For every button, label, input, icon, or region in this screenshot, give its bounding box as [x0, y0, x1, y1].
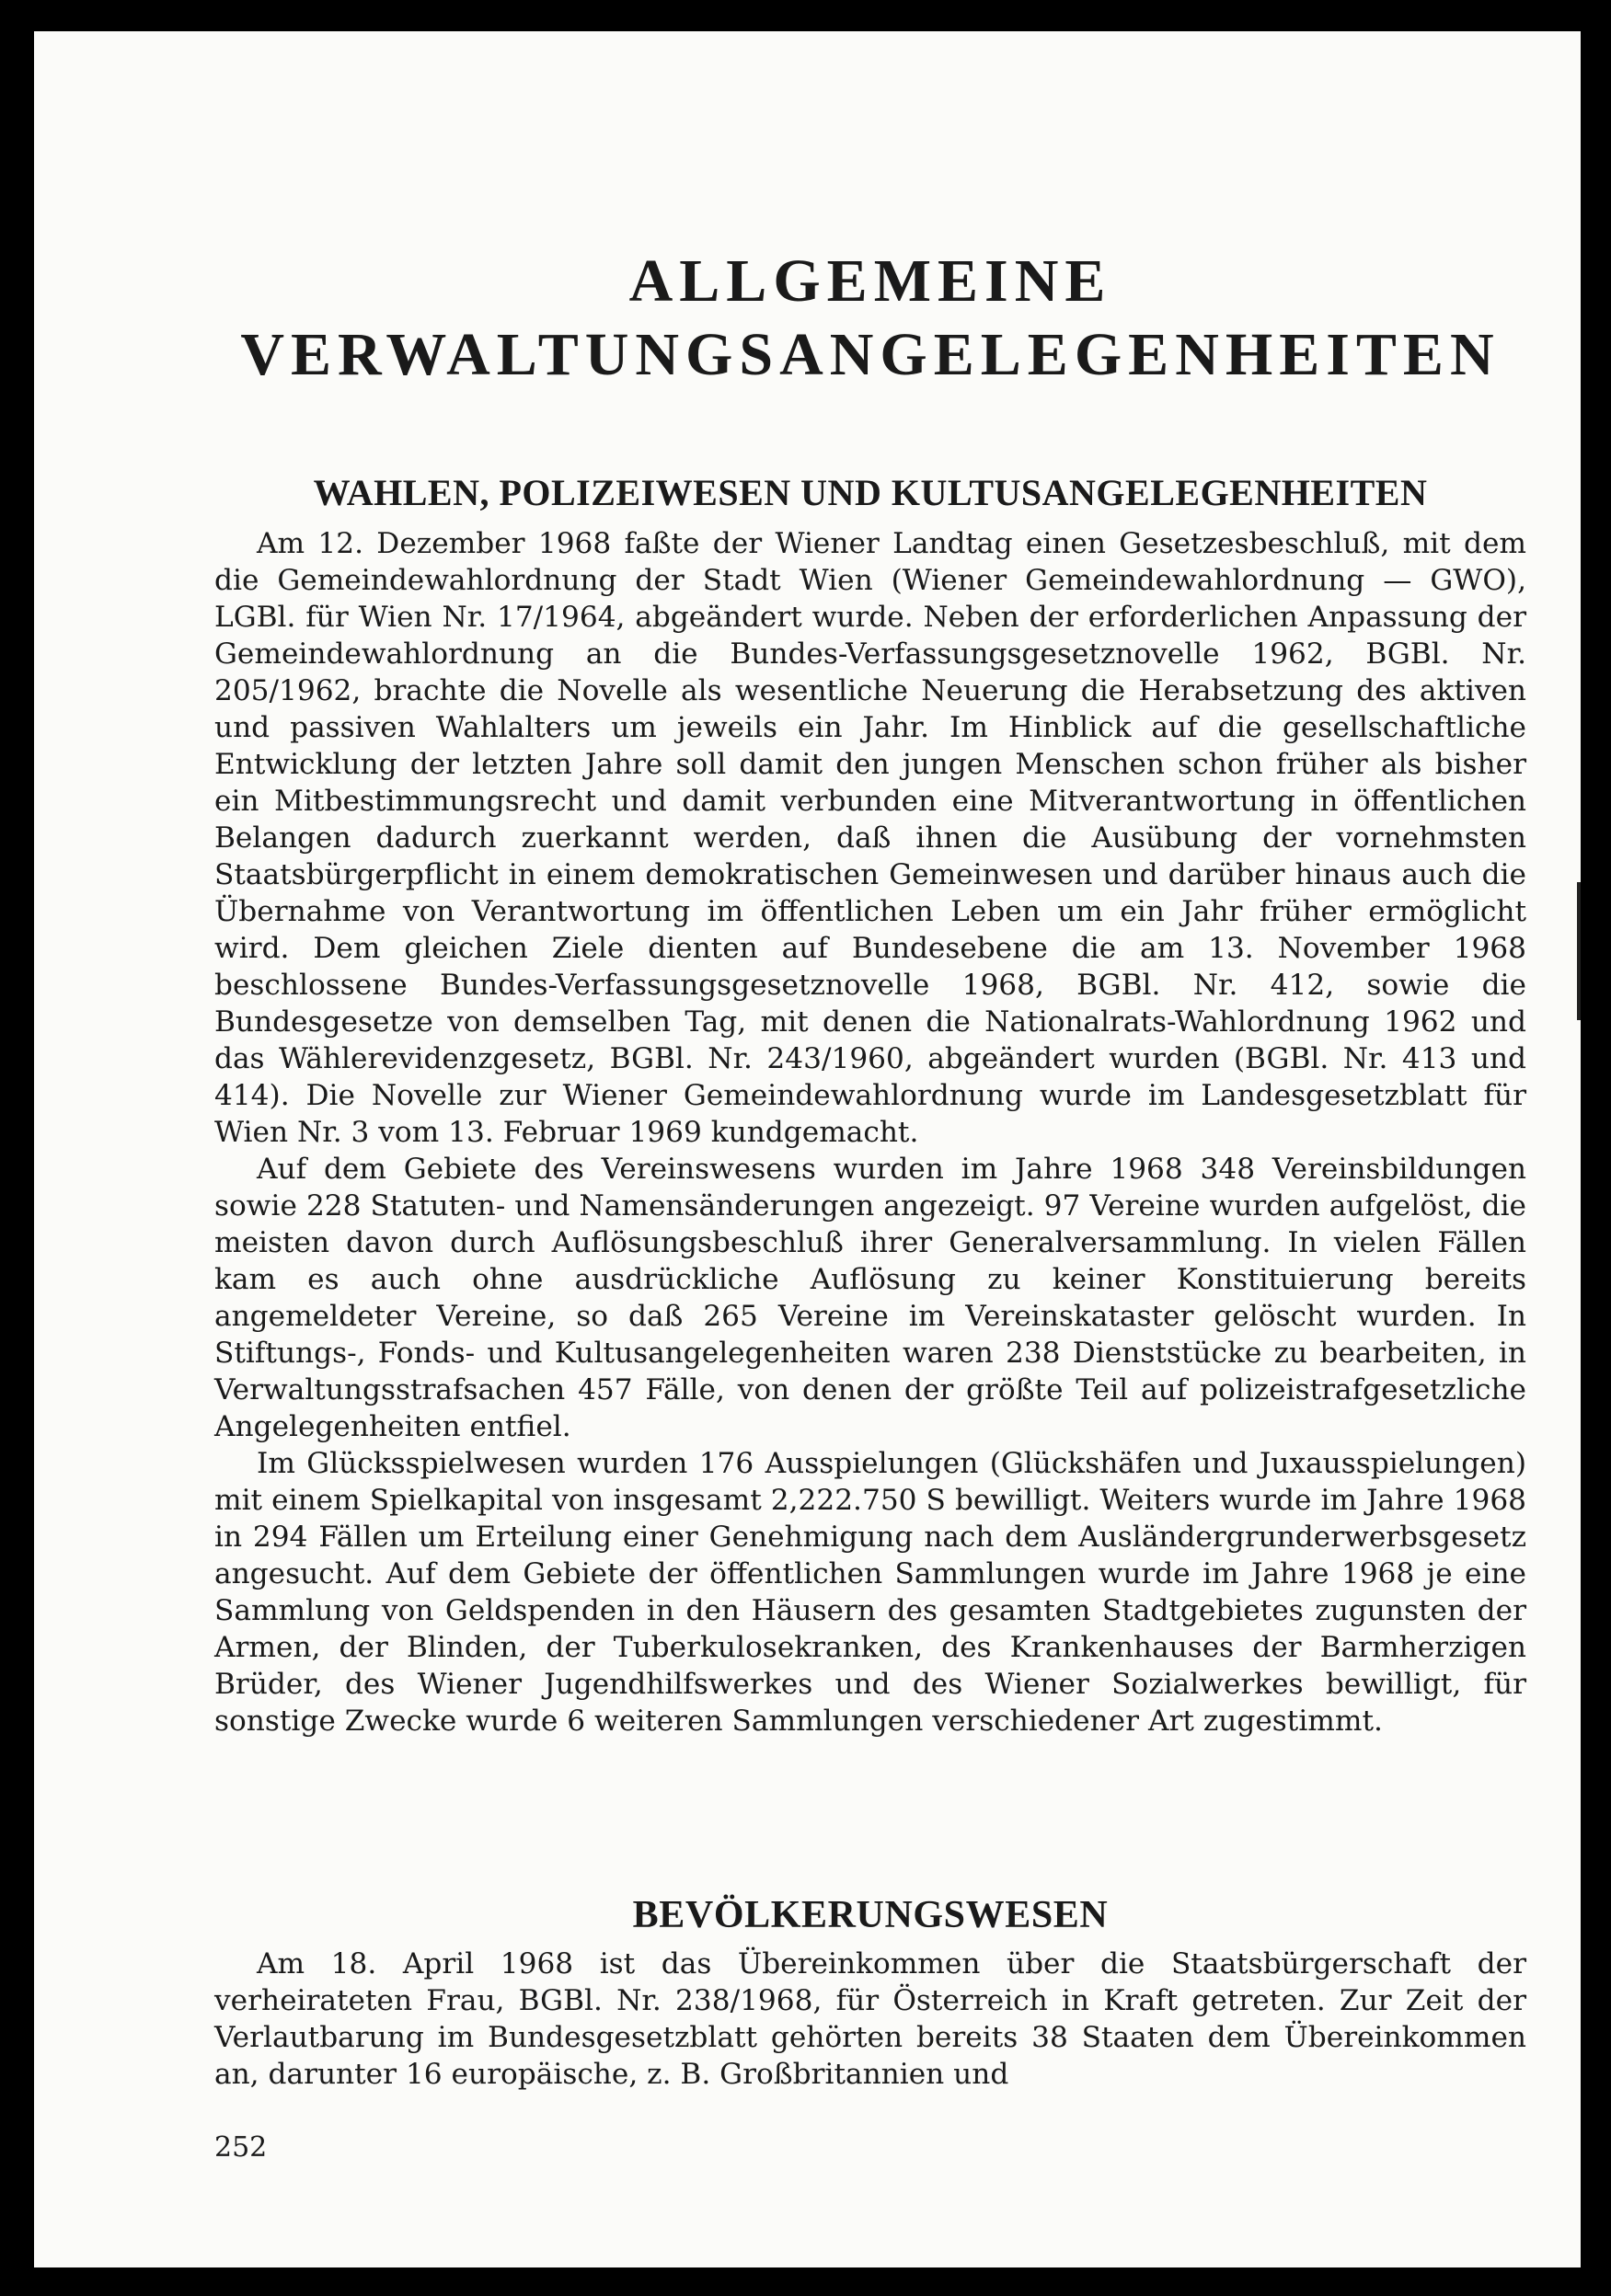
page-number: 252: [214, 2131, 268, 2164]
section-heading-wahlen: WAHLEN, POLIZEIWESEN UND KULTUSANGELEGENHEITEN: [313, 472, 1428, 513]
title-line-1: ALLGEMEINE: [628, 247, 1112, 315]
paragraph-gluecksspielwesen: Im Glücksspielwesen wurden 176 Ausspielungen (Glückshäfen und Juxausspielungen) mit einem Spielkapital von insgesamt 2,222.750 S bewilligt. Weiters wurde im Jahre 1968 in 294 Fällen um Erteilung einer Genehmigung nach dem Ausländergrunderwerbsgesetz angesucht. Auf dem Gebiete der öffentlichen Sammlungen wurde im Jahre 1968 je eine Sammlung von Geldspenden in den Häusern des gesamten Stadtgebietes zugunsten der Armen, der Blinden, der Tuberkulosekranken, des Krankenhauses der Barmherzigen Brüder, des Wiener Jugendhilfswerkes und des Wiener Sozialwerkes bewilligt, für sonstige Zwecke wurde 6 weiteren Sammlungen verschiedener Art zugestimmt.: [214, 1447, 1526, 1738]
paragraph-wahlordnung: Am 12. Dezember 1968 faßte der Wiener Landtag einen Gesetzesbeschluß, mit dem die Gemeindewahlordnung der Stadt Wien (Wiener Gemeindewahlordnung — GWO), LGBl. für Wien Nr. 17/1964, abgeändert wurde. Neben der erforderlichen Anpassung der Gemeindewahlordnung an die Bundes-Verfassungsgesetznovelle 1962, BGBl. Nr. 205/1962, brachte die Novelle als wesentliche Neuerung die Herabsetzung des aktiven und passiven Wahlalters um jeweils ein Jahr. Im Hinblick auf die gesellschaftliche Entwicklung der letzten Jahre soll damit den jungen Menschen schon früher als bisher ein Mitbestimmungsrecht und damit verbunden eine Mitverantwortung in öffentlichen Belangen dadurch zuerkannt werden, daß ihnen die Ausübung der vornehmsten Staatsbürgerpflicht in einem demokratischen Gemeinwesen und darüber hinaus auch die Übernahme von Verantwortung im öffentlichen Leben um ein Jahr früher ermöglicht wird. Dem gleichen Ziele dienten auf Bundesebene die am 13. November 1968 beschlossene Bundes-Verfassungsgesetznovelle 1968, BGBl. Nr. 412, sowie die Bundesgesetze von demselben Tag, mit denen die Nationalrats-Wahlordnung 1962 und das Wählerevidenzgesetz, BGBl. Nr. 243/1960, abgeändert wurden (BGBl. Nr. 413 und 414). Die Novelle zur Wiener Gemeindewahlordnung wurde im Landesgesetzblatt für Wien Nr. 3 vom 13. Februar 1969 kundgemacht.: [214, 527, 1526, 1149]
section-body-wahlen: [214, 525, 1526, 1739]
scan-edge-mark: [1577, 882, 1581, 1020]
section-heading-bevoelkerungswesen: BEVÖLKERUNGSWESEN: [632, 1894, 1109, 1936]
document-page: [34, 31, 1581, 2267]
section-body-bevoelkerungswesen: [214, 1946, 1526, 2093]
title-line-2: VERWALTUNGSANGELEGENHEITEN: [240, 321, 1501, 388]
page-title: [214, 245, 1526, 392]
paragraph-vereinswesen: Auf dem Gebiete des Vereinswesens wurden im Jahre 1968 348 Vereinsbildungen sowie 228 Statuten- und Namensänderungen angezeigt. 97 Vereine wurden aufgelöst, die meisten davon durch Auflösungsbeschluß ihrer Generalversammlung. In vielen Fällen kam es auch ohne ausdrückliche Auflösung zu keiner Konstituierung bereits angemeldeter Vereine, so daß 265 Vereine im Vereinskataster gelöscht wurden. In Stiftungs-, Fonds- und Kultusangelegenheiten waren 238 Dienststücke zu bearbeiten, in Verwaltungsstrafsachen 457 Fälle, von denen der größte Teil auf polizeistrafgesetzliche Angelegenheiten entfiel.: [214, 1153, 1526, 1443]
paragraph-staatsbuergerschaft: Am 18. April 1968 ist das Übereinkommen über die Staatsbürgerschaft der verheirateten Frau, BGBl. Nr. 238/1968, für Österreich in Kraft getreten. Zur Zeit der Verlautbarung im Bundesgesetzblatt gehörten bereits 38 Staaten dem Übereinkommen an, darunter 16 europäische, z. B. Großbritannien und: [214, 1947, 1526, 2091]
